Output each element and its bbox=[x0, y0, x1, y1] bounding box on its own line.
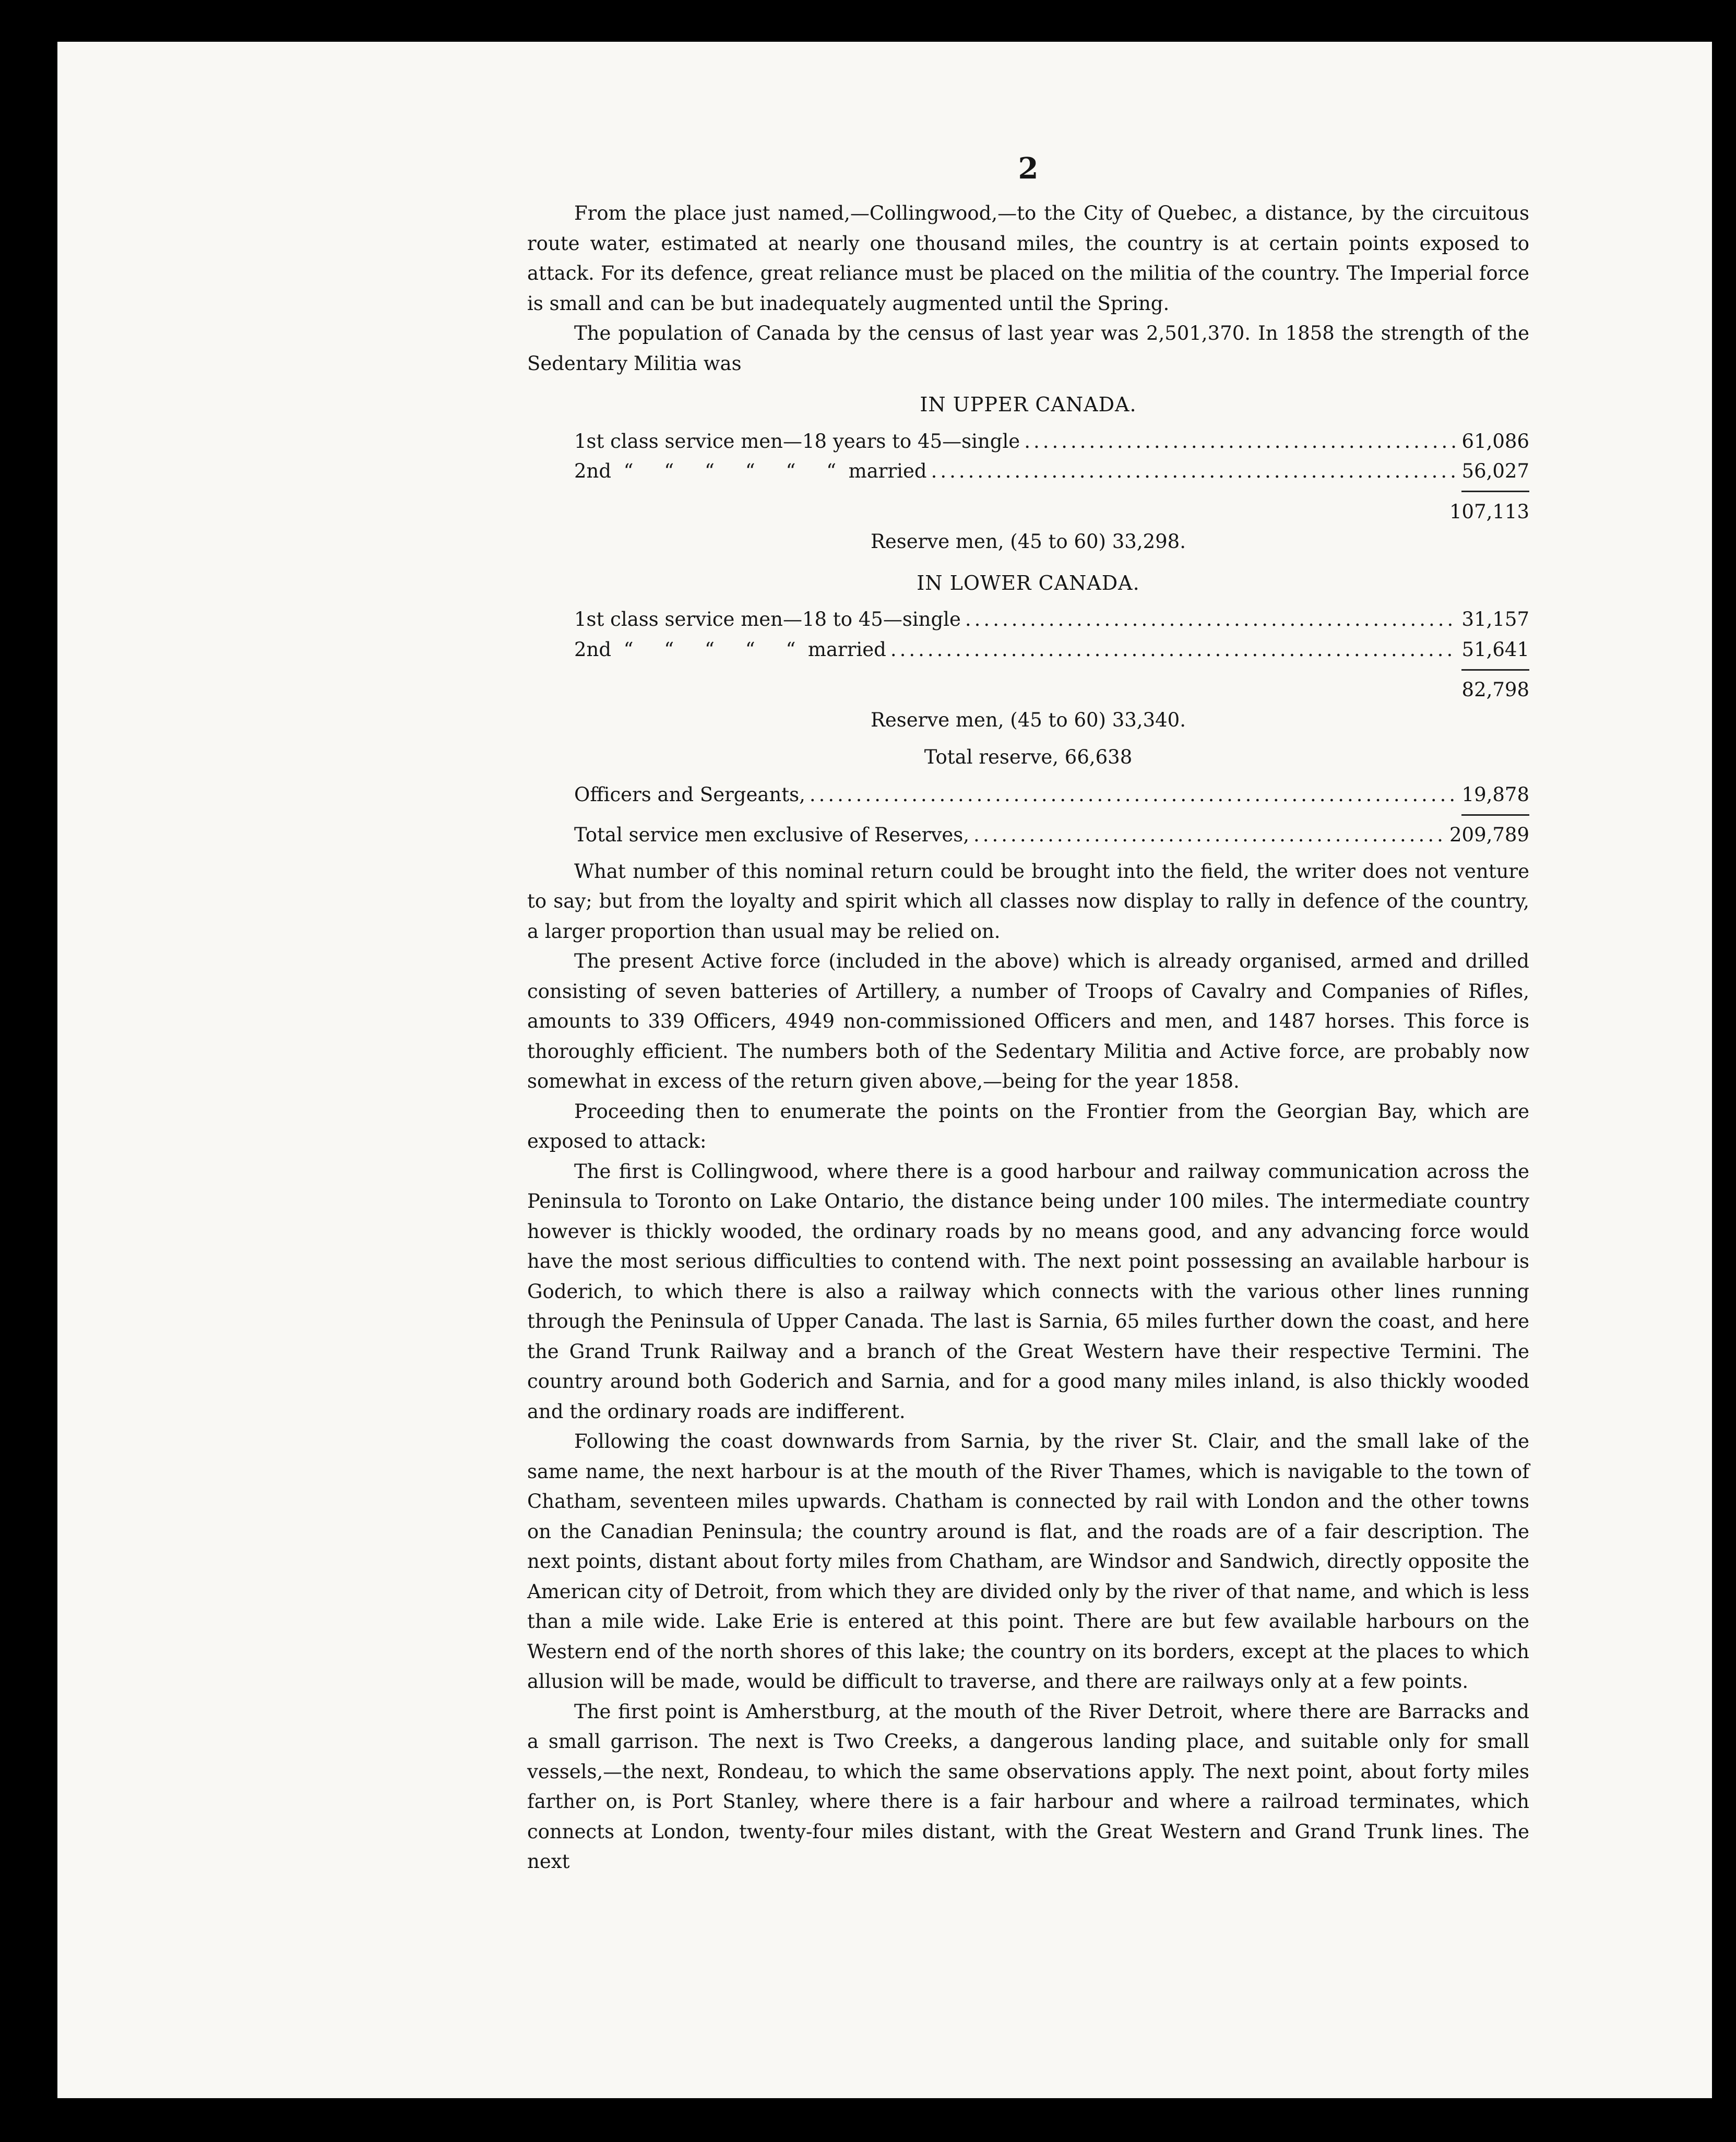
spacer bbox=[527, 850, 1529, 856]
lower-canada-row-1 bbox=[527, 604, 1529, 635]
lower-canada-heading: IN LOWER CANADA. bbox=[917, 571, 1140, 594]
total-reserve: Total reserve, 66,638 bbox=[924, 746, 1133, 768]
scan-border bbox=[0, 0, 57, 2142]
leader-dots bbox=[973, 820, 1445, 850]
upper-canada-reserve: Reserve men, (45 to 60) 33,298. bbox=[871, 530, 1186, 553]
lower-canada-row-2 bbox=[527, 635, 1529, 665]
leader-dots bbox=[965, 604, 1457, 635]
document-body bbox=[527, 198, 1529, 1877]
sum-rule bbox=[527, 810, 1529, 820]
paragraph: Following the coast downwards from Sarnia, by the river St. Clair, and the small lake of the same name, the next harbour is at the mouth of the River Thames, which is navigable to the town of Chatham, seventeen miles upwards. Chatham is connected by rail with London and the other towns on the Canadian Peninsula; the country around is flat, and the roads are of a fair description. The next points, distant about forty miles from Chatham, are Windsor and Sandwich, directly opposite the American city of Detroit, from which they are divided only by the river of that name, and which is less than a mile wide. Lake Erie is entered at this point. There are but few available harbours on the Western end of the north shores of this lake; the country on its borders, except at the places to which allusion will be made, would be difficult to traverse, and there are railways only at a few points. bbox=[527, 1430, 1529, 1693]
sum-rule bbox=[527, 664, 1529, 675]
lower-canada-total: 82,798 bbox=[1461, 679, 1529, 701]
upper-canada-row-2 bbox=[527, 456, 1529, 486]
row-value: 61,086 bbox=[1461, 430, 1529, 453]
row-value: 31,157 bbox=[1461, 608, 1529, 630]
row-label: 1st class service men—18 years to 45—single bbox=[574, 430, 1020, 453]
page-number: 2 bbox=[1018, 151, 1039, 186]
row-value: 19,878 bbox=[1461, 783, 1529, 806]
upper-canada-heading: IN UPPER CANADA. bbox=[920, 393, 1137, 416]
leader-dots bbox=[890, 635, 1457, 665]
total-service-row bbox=[527, 820, 1529, 850]
population-paragraph: The population of Canada by the census of last year was 2,501,370. In 1858 the strength of the Sedentary Militia was bbox=[527, 322, 1529, 375]
document-page bbox=[57, 42, 1712, 2098]
upper-canada-total: 107,113 bbox=[1449, 500, 1529, 523]
row-label: 2nd “ “ “ “ “ married bbox=[574, 638, 886, 661]
paragraph: What number of this nominal return could be brought into the field, the writer does not venture to say; but from the loyalty and spirit which all classes now display to rally in defence of the country, a larger proportion than usual may be relied on. bbox=[527, 860, 1529, 943]
leader-dots bbox=[1024, 426, 1457, 457]
intro-paragraph: From the place just named,—Collingwood,—to the City of Quebec, a distance, by the circuitous route water, estimated at nearly one thousand miles, the country is at certain points exposed to attack. For its defence, great reliance must be placed on the militia of the country. The Imperial force is small and can be but inadequately augmented until the Spring. bbox=[527, 202, 1529, 315]
row-label: Officers and Sergeants, bbox=[574, 783, 805, 806]
paragraph: The present Active force (included in the above) which is already organised, armed and drilled consisting of seven batteries of Artillery, a number of Troops of Cavalry and Companies of Rifles, amounts to 339 Officers, 4949 non-commissioned Officers and men, and 1487 horses. This force is thoroughly efficient. The numbers both of the Sedentary Militia and Active force, are probably now somewhat in excess of the return given above,—being for the year 1858. bbox=[527, 950, 1529, 1092]
row-label: Total service men exclusive of Reserves, bbox=[574, 824, 970, 846]
leader-dots bbox=[810, 780, 1457, 810]
row-value: 51,641 bbox=[1461, 638, 1529, 661]
paragraph: The first is Collingwood, where there is a good harbour and railway communication across the Peninsula to Toronto on Lake Ontario, the distance being under 100 miles. The intermediate country however is thickly wooded, the ordinary roads by no means good, and any advancing force would have the most serious difficulties to contend with. The next point possessing an available harbour is Goderich, to which there is also a railway which connects with the various other lines running through the Peninsula of Upper Canada. The last is Sarnia, 65 miles further down the coast, and here the Grand Trunk Railway and a branch of the Great Western have their respective Termini. The country around both Goderich and Sarnia, and for a good many miles inland, is also thickly wooded and the ordinary roads are indifferent. bbox=[527, 1160, 1529, 1423]
row-label: 1st class service men—18 to 45—single bbox=[574, 608, 961, 630]
lower-canada-reserve: Reserve men, (45 to 60) 33,340. bbox=[871, 708, 1186, 731]
row-label: 2nd “ “ “ “ “ “ married bbox=[574, 460, 927, 482]
paragraph: The first point is Amherstburg, at the mouth of the River Detroit, where there are Barracks and a small garrison. The next is Two Creeks, a dangerous landing place, and suitable only for small vessels,—the next, Rondeau, to which the same observations apply. The next point, about forty miles farther on, is Port Stanley, where there is a fair harbour and where a railroad terminates, which connects at London, twenty-four miles distant, with the Great Western and Grand Trunk lines. The next bbox=[527, 1700, 1529, 1873]
sum-rule bbox=[527, 486, 1529, 497]
upper-canada-row-1 bbox=[527, 426, 1529, 457]
officers-row bbox=[527, 780, 1529, 810]
leader-dots bbox=[931, 456, 1457, 486]
row-value: 56,027 bbox=[1461, 460, 1529, 482]
row-value: 209,789 bbox=[1449, 824, 1529, 846]
paragraph: Proceeding then to enumerate the points on the Frontier from the Georgian Bay, which are exposed to attack: bbox=[527, 1100, 1529, 1152]
